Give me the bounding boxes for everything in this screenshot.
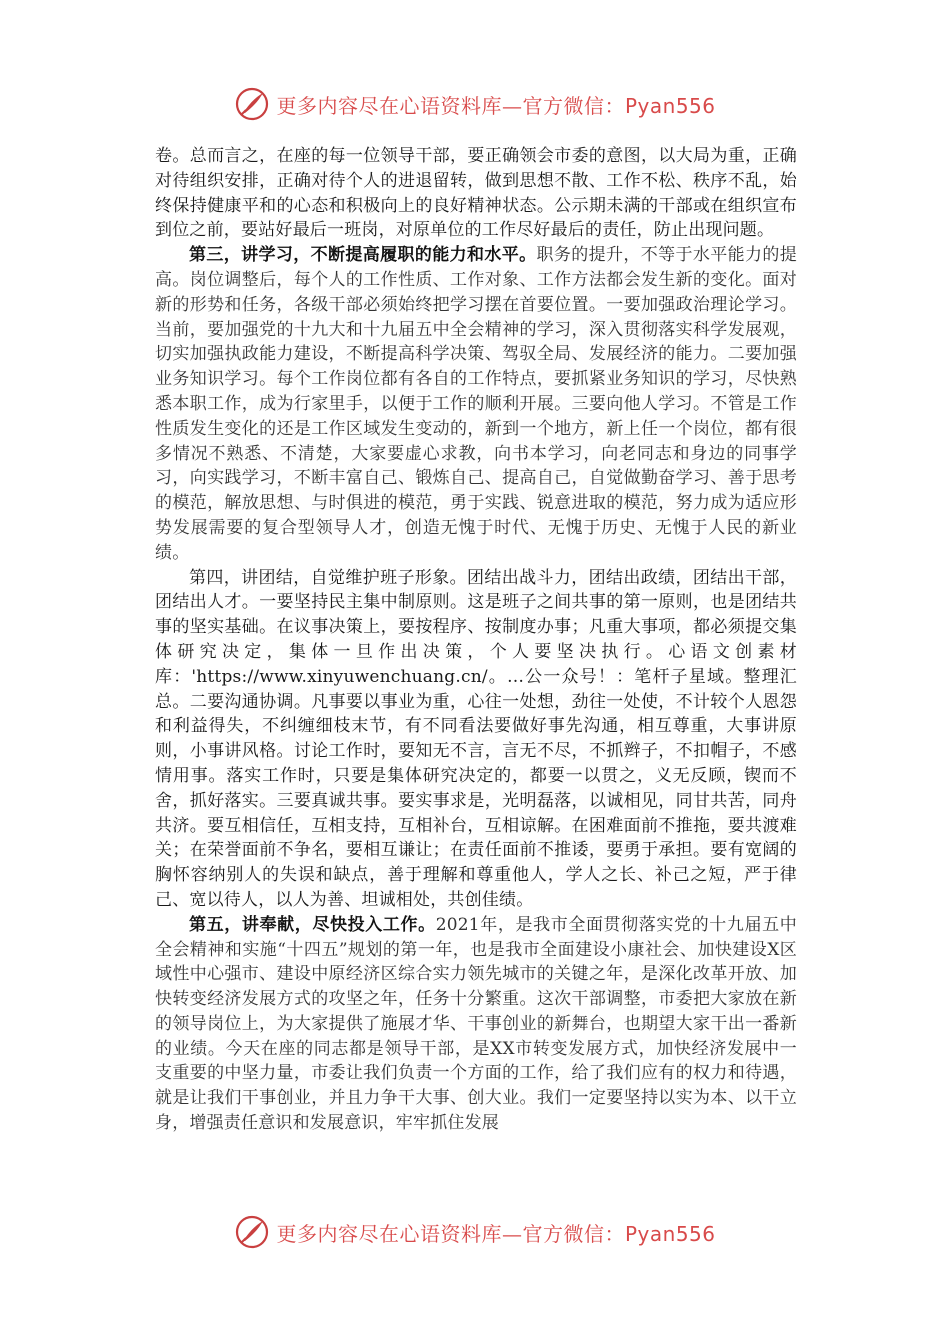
document-body	[155, 144, 797, 1136]
paragraph-2	[155, 243, 797, 565]
paragraph-2-lead: 第三，讲学习，不断提高履职的能力和水平。	[189, 245, 537, 266]
footer-banner-text: 更多内容尽在心语资料库—官方微信：Pyan556	[276, 1221, 716, 1246]
header-banner-text: 更多内容尽在心语资料库—官方微信：Pyan556	[276, 93, 716, 118]
paragraph-3-text: 第四，讲团结，自觉维护班子形象。团结出战斗力，团结出政绩，团结出干部，团结出人才。一要坚持民主集中制原则。这是班子之间共事的第一原则，也是团结共事的坚实基础。在议事决策上，要按程序、按制度办事；凡重大事项，都必须提交集体研究决定，集体一旦作出决策，个人要坚决执行。心语文创素材库：'https://www.xinyuwenchuang.cn/。…公一众号！：笔杆子星域。整理汇总。二要沟通协调。凡事要以事业为重，心往一处想，劲往一处使，不计较个人恩怨和利益得失，不纠缠细枝末节，有不同看法要做好事先沟通，相互尊重，大事讲原则，小事讲风格。讨论工作时，要知无不言，言无不尽，不抓辫子，不扣帽子，不感情用事。落实工作时，只要是集体研究决定的，都要一以贯之，义无反顾，锲而不舍，抓好落实。三要真诚共事。要实事求是，光明磊落，以诚相见，同甘共苦，同舟共济。要互相信任，互相支持，互相补台，互相谅解。在困难面前不推拖，要共渡难关；在荣誉面前不争名，要相互谦让；在责任面前不推诿，要勇于承担。要有宽阔的胸怀容纳别人的失误和缺点，善于理解和尊重他人，学人之长、补己之短，严于律己、宽以待人，以人为善、坦诚相处，共创佳绩。	[155, 567, 797, 910]
paragraph-4-text: 2021年，是我市全面贯彻落实党的十九届五中全会精神和实施“十四五”规划的第一年，也是我市全面建设小康社会、加快建设X区域性中心强市、建设中原经济区综合实力领先城市的关键之年，是深化改革开放、加快转变经济发展方式的攻坚之年，任务十分繁重。这次干部调整，市委把大家放在新的领导岗位上，为大家提供了施展才华、干事创业的新舞台，也期望大家干出一番新的业绩。今天在座的同志都是领导干部，是XX市转变发展方式，加快经济发展中一支重要的中坚力量，市委让我们负责一个方面的工作，给了我们应有的权力和待遇，就是让我们干事创业，并且力争干大事、创大业。我们一定要坚持以实为本、以干立身，增强责任意识和发展意识，牢牢抓住发展	[155, 914, 797, 1134]
paragraph-2-text: 职务的提升，不等于水平能力的提高。岗位调整后，每个人的工作性质、工作对象、工作方法都会发生新的变化。面对新的形势和任务，各级干部必须始终把学习摆在首要位置。一要加强政治理论学习。当前，要加强党的十九大和十九届五中全会精神的学习，深入贯彻落实科学发展观，切实加强执政能力建设，不断提高科学决策、驾驭全局、发展经济的能力。二要加强业务知识学习。每个工作岗位都有各自的工作特点，要抓紧业务知识的学习，尽快熟悉本职工作，成为行家里手，以便于工作的顺利开展。三要向他人学习。不管是工作性质发生变化的还是工作区域发生变动的，新到一个地方，新上任一个岗位，都有很多情况不熟悉、不清楚，大家要虚心求教，向书本学习，向老同志和身边的同事学习，向实践学习，不断丰富自己、锻炼自己、提高自己，自觉做勤奋学习、善于思考的模范，解放思想、与时俱进的模范，勇于实践、锐意进取的模范，努力成为适应形势发展需要的复合型领导人才，创造无愧于时代、无愧于历史、无愧于人民的新业绩。	[155, 245, 798, 563]
paragraph-1	[155, 144, 797, 243]
quill-logo-icon	[234, 1214, 270, 1250]
quill-logo-icon	[234, 86, 270, 122]
paragraph-3	[155, 566, 797, 913]
paragraph-4	[155, 913, 797, 1136]
paragraph-1-text: 卷。总而言之，在座的每一位领导干部，要正确领会市委的意图，以大局为重，正确对待组织安排，正确对待个人的进退留转，做到思想不散、工作不松、秩序不乱，始终保持健康平和的心态和积极向上的良好精神状态。公示期未满的干部或在组织宣布到位之前，要站好最后一班岗，对原单位的工作尽好最后的责任，防止出现问题。	[155, 146, 797, 241]
footer-banner	[0, 1210, 950, 1254]
header-banner	[0, 82, 950, 126]
paragraph-4-lead: 第五，讲奉献，尽快投入工作。	[189, 914, 436, 935]
